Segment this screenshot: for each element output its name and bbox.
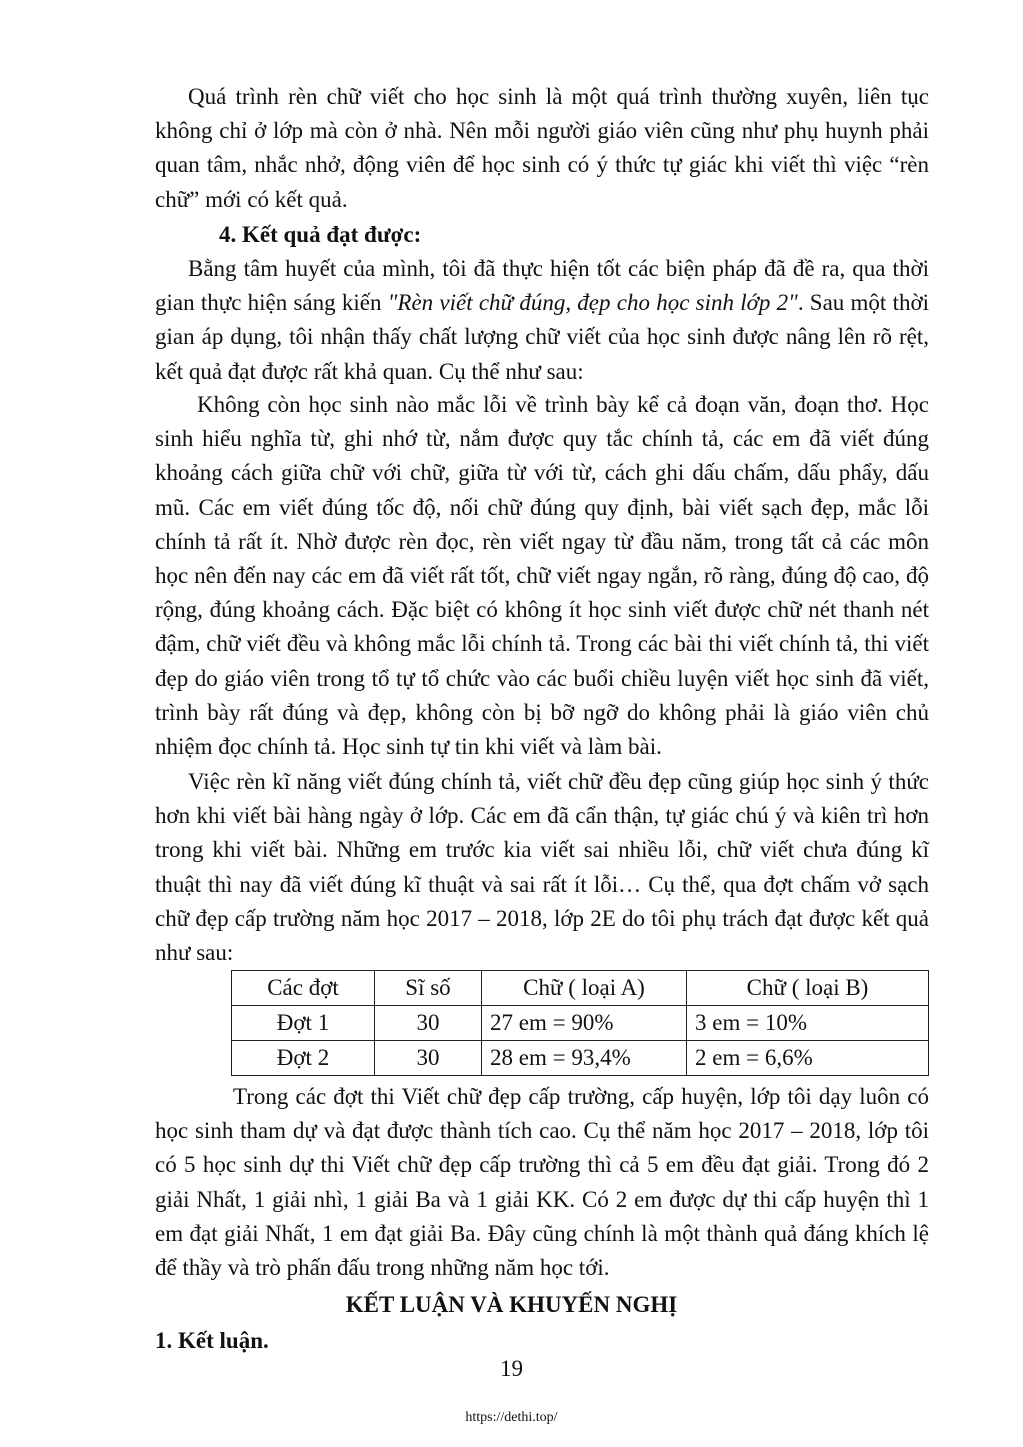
cell-grade-a: 27 em = 90% xyxy=(482,1006,687,1041)
cell-grade-a: 28 em = 93,4% xyxy=(482,1041,687,1076)
cell-grade-b: 3 em = 10% xyxy=(687,1006,929,1041)
table-header-row xyxy=(232,971,929,1006)
header-grade-b: Chữ ( loại B) xyxy=(687,971,929,1006)
initiative-title: "Rèn viết chữ đúng, đẹp cho học sinh lớp 2" xyxy=(387,290,798,316)
paragraph-handwriting-practice: Quá trình rèn chữ viết cho học sinh là một quá trình thường xuyên, liên tục không chỉ ở lớp mà còn ở nhà. Nên mỗi người giáo viên cũng như phụ huynh phải quan tâm, nhắc nhở, động viên để học sinh có ý thức tự giác khi viết thì việc “rèn chữ” mới có kết quả. xyxy=(155,84,929,212)
section-title: KẾT LUẬN VÀ KHUYẾN NGHỊ xyxy=(345,1292,678,1317)
paragraph-student-outcomes: Không còn học sinh nào mắc lỗi về trình bày kể cả đoạn văn, đoạn thơ. Học sinh hiểu nghĩa từ, ghi nhớ từ, nắm được quy tắc chính tả, các em đã viết đúng khoảng cách giữa chữ với chữ, giữa từ với từ, cách ghi dấu chấm, dấu phẩy, dấu mũ. Các em viết đúng tốc độ, nối chữ đúng quy định, bài viết sạch đẹp, mắc lỗi chính tả rất ít. Nhờ được rèn đọc, rèn viết ngay từ đầu năm, trong tất cả các môn học nên đến nay các em đã viết rất tốt, chữ viết ngay ngắn, rõ ràng, đúng độ cao, độ rộng, đúng khoảng cách. Đặc biệt có không ít học sinh viết được chữ nét thanh nét đậm, chữ viết đều và không mắc lỗi chính tả. Trong các bài thi viết chính tả, thi viết đẹp do giáo viên trong tổ tự tổ chức vào các buổi chiều luyện viết học sinh đã viết, trình bày rất đúng và đẹp, không còn bị bỡ ngỡ do không phải là giáo viên chủ nhiệm đọc chính tả. Học sinh tự tin khi viết và làm bài. xyxy=(155,392,929,760)
header-grade-a: Chữ ( loại A) xyxy=(482,971,687,1006)
header-class-size: Sĩ số xyxy=(375,971,482,1006)
cell-class-size: 30 xyxy=(375,1006,482,1041)
cell-grade-b: 2 em = 6,6% xyxy=(687,1041,929,1076)
paragraph-initiative-end: . Sau một thời gian áp dụng, tôi nhận thấy chất lượng chữ viết của học sinh được nâng lên rõ rệt, kết quả đạt được rất khả quan. Cụ thể như sau: xyxy=(155,290,930,384)
header-rounds: Các đợt xyxy=(232,971,375,1006)
paragraph-competition-results: Trong các đợt thi Viết chữ đẹp cấp trường, cấp huyện, lớp tôi dạy luôn có học sinh tham dự và đạt được thành tích cao. Cụ thể năm học 2017 – 2018, lớp tôi có 5 học sinh dự thi Viết chữ đẹp cấp trường thì cả 5 em đều đạt giải. Trong đó 2 giải Nhất, 1 giải nhì, 1 giải Ba và 1 giải KK. Có 2 em được dự thi cấp huyện thì 1 em đạt giải Nhất, 1 em đạt giải Ba. Đây cũng chính là một thành quả đáng khích lệ để thầy và trò phấn đấu trong những năm học tới. xyxy=(155,1084,929,1281)
cell-class-size: 30 xyxy=(375,1041,482,1076)
footer-url: https://dethi.top/ xyxy=(465,1410,558,1425)
results-table xyxy=(231,970,929,1076)
heading-results: 4. Kết quả đạt được: xyxy=(219,222,422,247)
table-row xyxy=(232,1006,929,1041)
table-row xyxy=(232,1041,929,1076)
paragraph-initiative xyxy=(155,252,929,389)
cell-round: Đợt 1 xyxy=(232,1006,375,1041)
paragraph-initiative-start: Bằng tâm huyết của mình, tôi đã thực hiện tốt các biện pháp đã đề ra, qua thời gian thực hiện sáng kiến xyxy=(155,256,929,316)
sub-heading-conclusion: 1. Kết luận. xyxy=(155,1328,269,1353)
cell-round: Đợt 2 xyxy=(232,1041,375,1076)
paragraph-skills-improvement: Việc rèn kĩ năng viết đúng chính tả, viết chữ đều đẹp cũng giúp học sinh ý thức hơn khi viết bài hàng ngày ở lớp. Các em đã cẩn thận, tự giác chú ý và kiên trì hơn trong khi viết bài. Những em trước kia viết sai nhiều lỗi, chữ viết chưa đúng kĩ thuật thì nay đã viết đúng kĩ thuật và sai rất ít lỗi… Cụ thể, qua đợt chấm vở sạch chữ đẹp cấp trường năm học 2017 – 2018, lớp 2E do tôi phụ trách đạt được kết quả như sau: xyxy=(155,769,929,966)
page-number: 19 xyxy=(500,1356,523,1381)
